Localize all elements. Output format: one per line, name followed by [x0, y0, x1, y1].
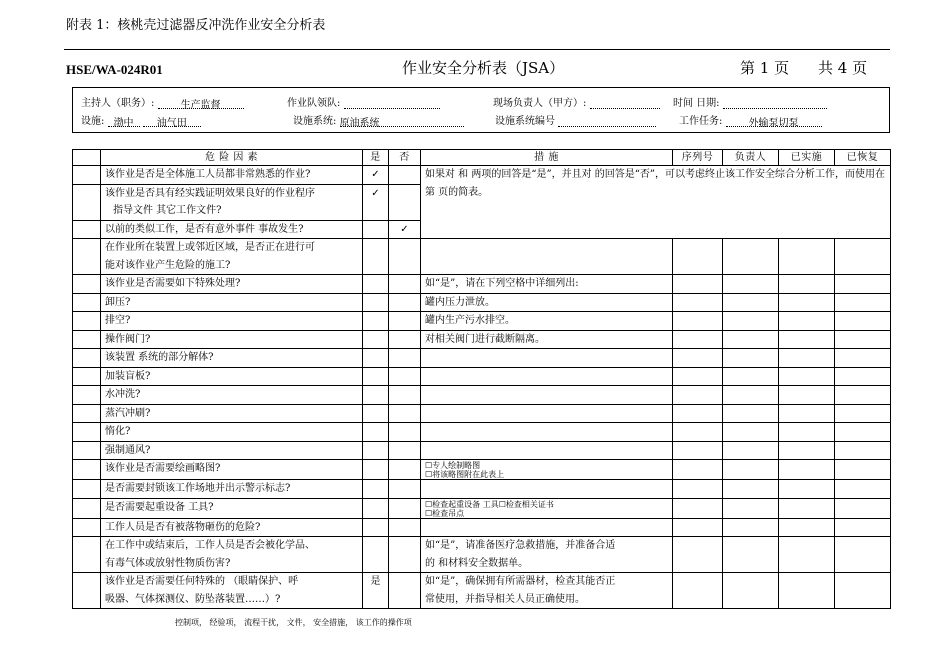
no-cell[interactable] [389, 498, 421, 518]
yes-cell[interactable] [363, 460, 389, 480]
date-value [723, 96, 827, 109]
system-number-field[interactable] [495, 112, 656, 127]
measure-cell [421, 518, 673, 537]
no-cell[interactable] [389, 537, 421, 573]
hazard-cell: 是否需要封锁该工作场地并出示警示标志? [101, 480, 363, 499]
measure-cell [421, 239, 673, 275]
host-field[interactable] [81, 94, 244, 109]
no-cell[interactable] [389, 184, 421, 220]
no-cell[interactable] [389, 312, 421, 331]
table-row [73, 441, 891, 460]
site-owner-field[interactable] [493, 94, 660, 109]
yes-cell[interactable]: ✓ [363, 166, 389, 185]
table-row [73, 293, 891, 312]
table-row [73, 330, 891, 349]
facility-value-1: 渤中 [108, 114, 140, 127]
yes-cell[interactable] [363, 498, 389, 518]
site-owner-label: 现场负责人（甲方）: [493, 98, 587, 109]
document-caption: 附表 1：核桃壳过滤器反冲洗作业安全分析表 [66, 18, 326, 33]
measure-cell [421, 367, 673, 386]
no-cell[interactable]: ✓ [389, 220, 421, 239]
hazard-cell [101, 184, 363, 220]
attach-sketch-option[interactable]: ☐将该略图附在此表上 [425, 470, 505, 479]
site-owner-value [590, 96, 660, 109]
no-cell[interactable] [389, 293, 421, 312]
lifting-check-option[interactable]: ☐检查起重设备 工具☐检查相关证书 [425, 499, 554, 509]
date-label: 时间 日期: [673, 98, 720, 109]
date-field[interactable] [673, 94, 827, 109]
measure-cell [421, 573, 673, 609]
measure-line-1: 如“是”，确保拥有所需器材，检查其能否正 [425, 576, 616, 587]
jsa-table [72, 149, 891, 609]
team-lead-label: 作业队领队: [287, 98, 341, 109]
hazard-cell: 以前的类似工作，是否有意外事件 事故发生? [101, 220, 363, 239]
yes-cell[interactable] [363, 312, 389, 331]
yes-cell[interactable] [363, 367, 389, 386]
facility-field[interactable] [81, 112, 201, 127]
no-cell[interactable] [389, 367, 421, 386]
yes-cell[interactable] [363, 330, 389, 349]
hazard-line-2: 吸器、气体探测仪、防坠落装置……）? [105, 593, 281, 605]
task-label: 工作任务: [679, 116, 723, 127]
sketch-check-option[interactable]: ☐专人绘制略图 [425, 461, 481, 470]
yes-cell[interactable] [363, 239, 389, 275]
hazard-cell: 该装置 系统的部分解体? [101, 349, 363, 368]
table-row [73, 275, 891, 294]
no-cell[interactable] [389, 386, 421, 405]
hazard-cell: 卸压? [101, 293, 363, 312]
hazard-cell: 水冲洗? [101, 386, 363, 405]
yes-cell[interactable] [363, 293, 389, 312]
yes-cell[interactable] [363, 349, 389, 368]
header-yes: 是 [363, 150, 389, 166]
facility-value-2: 油气田 [143, 114, 201, 127]
hazard-line-2: 有毒气体或放射性物质伤害? [105, 557, 231, 569]
table-row [73, 312, 891, 331]
no-cell[interactable] [389, 404, 421, 423]
measure-line-1: 如“是”，请准备医疗急救措施，并准备合适 [425, 540, 616, 551]
hazard-cell: 蒸汽冲刷? [101, 404, 363, 423]
table-row [73, 166, 891, 185]
hazard-cell: 是否需要起重设备 工具? [101, 498, 363, 518]
table-row [73, 239, 891, 275]
hazard-cell: 强制通风? [101, 441, 363, 460]
table-row [73, 460, 891, 480]
footer-legend: 控制项， 经验项， 流程干扰， 文件， 安全措施， 该工作的操作项 [175, 618, 412, 627]
no-cell[interactable] [389, 423, 421, 442]
team-lead-value [344, 96, 440, 109]
measure-cell [421, 404, 673, 423]
measure-cell [421, 460, 673, 480]
measure-cell: 如“是”，请在下列空格中详细列出: [421, 275, 673, 294]
measure-line-2: 的 和材料安全数据单。 [425, 557, 529, 569]
measure-line-2: 常使用，并指导相关人员正确使用。 [425, 593, 585, 605]
no-cell[interactable] [389, 573, 421, 609]
no-cell[interactable] [389, 239, 421, 275]
facility-system-value: 原油系统 [340, 114, 464, 127]
hazard-cell: 工作人员是否有被落物砸伤的危险? [101, 518, 363, 537]
yes-cell[interactable] [363, 537, 389, 573]
hazard-cell: 操作阀门? [101, 330, 363, 349]
host-value: 生产监督 [158, 96, 244, 109]
table-row [73, 480, 891, 499]
facility-label: 设施: [81, 116, 105, 127]
measure-cell [421, 537, 673, 573]
table-row [73, 349, 891, 368]
hazard-line-1: 在工作中或结束后，工作人员是否会被化学品、 [105, 540, 315, 551]
table-header-row [73, 150, 891, 166]
header-rule [64, 49, 890, 50]
lifting-point-option[interactable]: ☐检查吊点 [425, 508, 465, 518]
header-restored: 已恢复 [835, 150, 891, 166]
hazard-cell: 该作业是否需要绘画略图? [101, 460, 363, 480]
hazard-cell [101, 239, 363, 275]
hazard-cell: 该作业是否需要如下特殊处理? [101, 275, 363, 294]
no-cell[interactable] [389, 460, 421, 480]
measure-cell [421, 480, 673, 499]
document-code: HSE/WA-024R01 [66, 62, 163, 77]
hazard-cell: 该作业是否是全体施工人员都非常熟悉的作业? [101, 166, 363, 185]
table-row [73, 423, 891, 442]
no-cell[interactable] [389, 349, 421, 368]
measure-cell [421, 423, 673, 442]
team-lead-field[interactable] [287, 94, 440, 109]
no-cell[interactable] [389, 480, 421, 499]
yes-cell[interactable] [363, 275, 389, 294]
header-no: 否 [389, 150, 421, 166]
yes-cell[interactable]: 是 [363, 573, 389, 609]
measure-cell: 罐内生产污水排空。 [421, 312, 673, 331]
table-row [73, 386, 891, 405]
task-field[interactable] [679, 112, 822, 127]
page-total: 共 4 页 [818, 59, 868, 77]
hazard-line-2: 能对该作业产生危险的施工? [105, 259, 231, 271]
yes-cell[interactable] [363, 423, 389, 442]
hazard-line-1: 在作业所在装置上或邻近区域，是否正在进行可 [105, 242, 315, 253]
merged-measure-cell: 如果对 和 两项的回答是“是”，并且对 的回答是“否”，可以考虑终止该工作安全综合分析工作，而使用在第 页的简表。 [421, 166, 891, 239]
header-hazard: 危 险 因 素 [101, 150, 363, 166]
yes-cell[interactable] [363, 518, 389, 537]
table-row [73, 367, 891, 386]
measure-cell [421, 349, 673, 368]
header-owner: 负责人 [723, 150, 779, 166]
yes-cell[interactable] [363, 480, 389, 499]
yes-cell[interactable]: ✓ [363, 184, 389, 220]
table-row [73, 537, 891, 573]
no-cell[interactable] [389, 166, 421, 185]
measure-cell [421, 386, 673, 405]
yes-cell[interactable] [363, 441, 389, 460]
facility-system-field[interactable] [293, 112, 464, 127]
facility-system-label: 设施系统: [293, 116, 337, 127]
hazard-cell [101, 573, 363, 609]
hazard-cell: 惰化? [101, 423, 363, 442]
hazard-cell: 加装盲板? [101, 367, 363, 386]
measure-cell [421, 498, 673, 518]
hazard-cell [101, 537, 363, 573]
no-cell[interactable] [389, 330, 421, 349]
hazard-line-1: 该作业是否需要任何特殊的 （眼睛保护、呼 [105, 576, 299, 587]
measure-cell: 罐内压力泄放。 [421, 293, 673, 312]
no-cell[interactable] [389, 441, 421, 460]
task-value: 外输泵切泵 [726, 114, 822, 127]
document-title: 作业安全分析表（JSA） [402, 59, 565, 77]
system-number-label: 设施系统编号 [495, 116, 555, 127]
no-cell[interactable] [389, 518, 421, 537]
table-row [73, 518, 891, 537]
hazard-line-2: 指导文件 其它工作文件? [113, 205, 222, 216]
table-row [73, 498, 891, 518]
page-number: 第 1 页 [740, 59, 790, 77]
no-cell[interactable] [389, 275, 421, 294]
host-label: 主持人（职务）: [81, 98, 155, 109]
measure-cell [421, 441, 673, 460]
system-number-value [558, 114, 656, 127]
info-box [72, 87, 890, 133]
yes-cell[interactable] [363, 404, 389, 423]
table-row [73, 573, 891, 609]
hazard-line-1: 该作业是否具有经实践证明效果良好的作业程序 [105, 187, 315, 199]
header-done: 已实施 [779, 150, 835, 166]
measure-cell: 对相关阀门进行截断隔离。 [421, 330, 673, 349]
header-index [73, 150, 101, 166]
yes-cell[interactable] [363, 220, 389, 239]
header-seq: 序列号 [673, 150, 723, 166]
yes-cell[interactable] [363, 386, 389, 405]
header-measure: 措 施 [421, 150, 673, 166]
table-row [73, 404, 891, 423]
hazard-cell: 排空? [101, 312, 363, 331]
